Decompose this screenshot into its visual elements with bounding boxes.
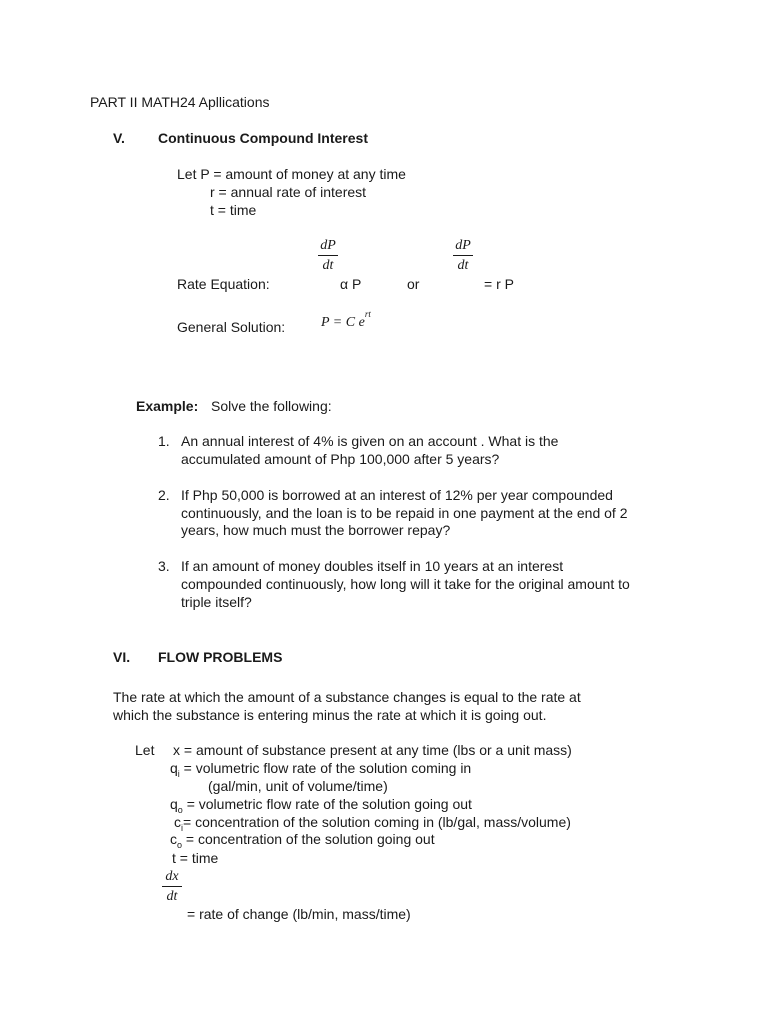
example-item-number: 1. xyxy=(158,433,170,449)
ci-text: = concentration of the solution coming in (lb/gal, mass/volume) xyxy=(183,814,571,830)
rate-equation-label: Rate Equation: xyxy=(177,276,270,292)
let-line-r: r = annual rate of interest xyxy=(210,184,367,200)
example-item-line: continuously, and the loan is to be repaid in one payment at the end of 2 xyxy=(181,505,628,521)
example-item-number: 2. xyxy=(158,487,170,503)
rate-fraction-left xyxy=(318,238,338,274)
qi-symbol: q xyxy=(170,760,178,776)
section-6-numeral: VI. xyxy=(113,649,131,665)
fraction-denominator: dt xyxy=(322,258,334,273)
example-item-line: compounded continuously, how long will it take for the original amount to xyxy=(181,576,630,592)
paragraph-line: The rate at which the amount of a substance changes is equal to the rate at xyxy=(113,689,581,705)
rate-or: or xyxy=(407,276,420,292)
example-item-line: triple itself? xyxy=(181,594,252,610)
rate-equals: = r P xyxy=(484,276,514,292)
fraction-numerator: dx xyxy=(165,869,179,884)
fraction-denominator: dt xyxy=(166,889,178,904)
section-5-numeral: V. xyxy=(113,130,125,146)
rate-proportional: α P xyxy=(340,276,362,292)
fraction-numerator: dP xyxy=(455,238,471,253)
def-x: x = amount of substance present at any time (lbs or a unit mass) xyxy=(173,742,572,758)
example-item-number: 3. xyxy=(158,558,170,574)
fraction-denominator: dt xyxy=(457,258,469,273)
let-line-t: t = time xyxy=(210,202,257,218)
def-t: t = time xyxy=(172,850,219,866)
fraction-bar xyxy=(318,255,338,256)
qi-text: = volumetric flow rate of the solution coming in xyxy=(179,760,472,776)
example-item-line: If Php 50,000 is borrowed at an interest of 12% per year compounded xyxy=(181,487,613,503)
co-symbol: c xyxy=(170,831,177,847)
flow-let-label: Let xyxy=(135,742,155,758)
example-label: Example: xyxy=(136,398,199,414)
def-qi-continuation: (gal/min, unit of volume/time) xyxy=(208,778,388,794)
def-rate: = rate of change (lb/min, mass/time) xyxy=(187,906,411,922)
general-solution-label: General Solution: xyxy=(177,319,286,335)
def-ci xyxy=(174,813,571,831)
let-line-p: Let P = amount of money at any time xyxy=(177,166,406,182)
qo-text: = volumetric flow rate of the solution going out xyxy=(182,796,472,812)
example-item-line: An annual interest of 4% is given on an account . What is the xyxy=(181,433,559,449)
ci-subscript: i xyxy=(181,822,183,833)
co-text: = concentration of the solution going out xyxy=(182,831,435,847)
flow-rate-fraction xyxy=(162,869,182,905)
qo-subscript: o xyxy=(177,804,183,815)
paragraph-line: which the substance is entering minus the rate at which it is going out. xyxy=(113,707,547,723)
section-5-heading: Continuous Compound Interest xyxy=(158,130,368,146)
fraction-bar xyxy=(162,886,182,887)
formula-base: P = C e xyxy=(321,315,365,330)
qi-subscript: i xyxy=(177,768,180,779)
def-qi xyxy=(170,759,471,777)
formula-exponent: rt xyxy=(364,309,371,320)
example-intro: Solve the following: xyxy=(211,398,332,414)
general-solution-formula xyxy=(321,309,371,332)
rate-fraction-right xyxy=(453,238,473,274)
example-item-line: accumulated amount of Php 100,000 after 5 years? xyxy=(181,451,500,467)
co-subscript: o xyxy=(177,839,183,850)
document-title: PART II MATH24 Apllications xyxy=(90,94,270,110)
qo-symbol: q xyxy=(170,796,178,812)
fraction-bar xyxy=(453,255,473,256)
example-item-line: If an amount of money doubles itself in 10 years at an interest xyxy=(181,558,564,574)
def-co xyxy=(170,830,435,848)
fraction-numerator: dP xyxy=(320,238,336,253)
ci-symbol: c xyxy=(174,814,181,830)
def-qo xyxy=(170,795,472,813)
section-6-heading: FLOW PROBLEMS xyxy=(158,649,283,665)
example-item-line: years, how much must the borrower repay? xyxy=(181,522,451,538)
